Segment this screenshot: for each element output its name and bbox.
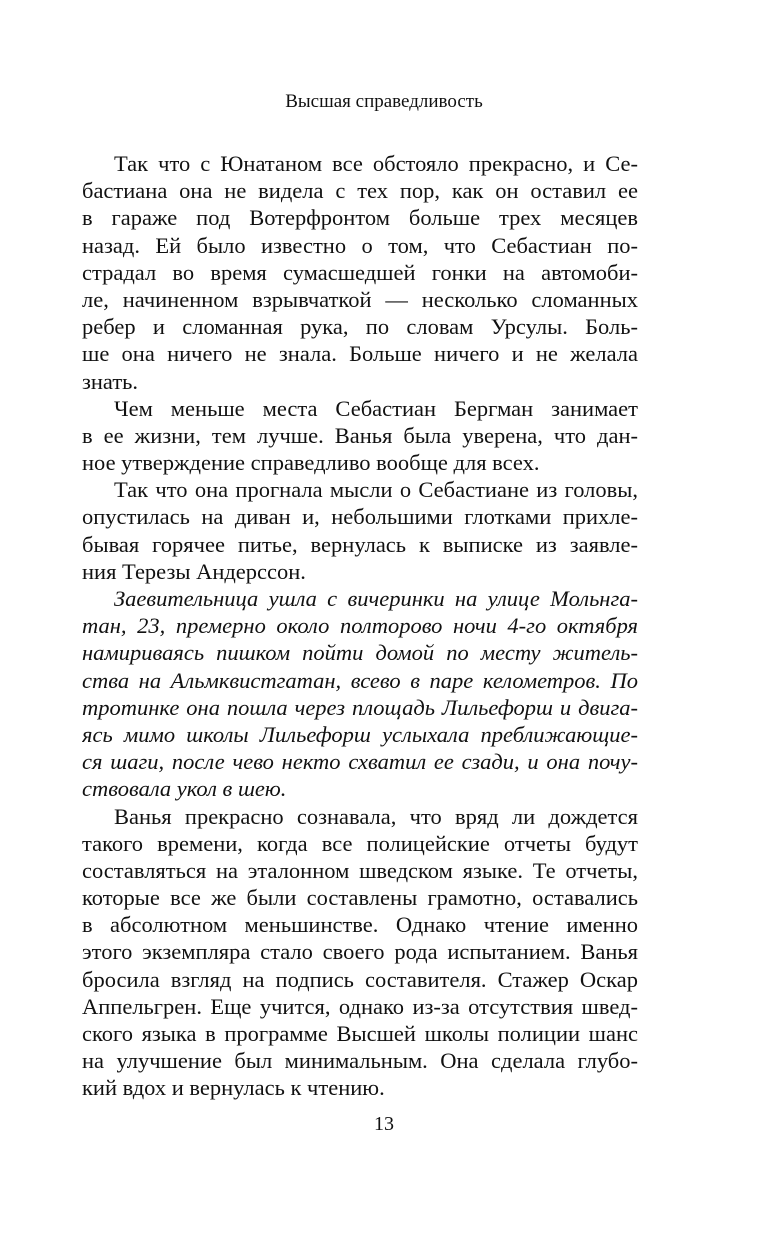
text-line: ясь мимо школы Лильефорш услыхала преближающие-: [82, 721, 638, 747]
text-line: ное утверждение справедливо вообще для всех.: [82, 450, 540, 476]
text-line: бастиана она не видела с тех пор, как он оставил ее: [82, 178, 638, 204]
text-line: в гараже под Вотерфронтом больше трех месяцев: [82, 205, 638, 231]
text-line: этого экземпляра стало своего рода испытанием. Ванья: [82, 939, 638, 965]
text-line: Ванья прекрасно сознавала, что вряд ли дождется: [114, 803, 638, 829]
text-line: бросила взгляд на подпись составителя. Стажер Оскар: [82, 966, 638, 992]
text-line: в абсолютном меньшинстве. Однако чтение именно: [82, 912, 638, 938]
text-line: Так что с Юнатаном все обстояло прекрасно, и Се-: [114, 151, 638, 176]
text-line: страдал во время сумасшедшей гонки на автомоби-: [82, 259, 638, 285]
page-number: 13: [374, 1113, 394, 1135]
text-line: ствовала укол в шею.: [82, 776, 287, 802]
body-text: [82, 150, 638, 1102]
paragraph: [82, 476, 638, 585]
text-line: назад. Ей было известно о том, что Себастиан по-: [82, 232, 638, 258]
text-line: такого времени, когда все полицейские отчеты будут: [82, 830, 638, 856]
text-line: в ее жизни, тем лучше. Ванья была уверена, что дан-: [82, 422, 638, 448]
text-line: опустилась на диван и, небольшими глотками прихле-: [82, 504, 638, 530]
text-line: ся шаги, после чево некто схватил ее сзади, и она почу-: [82, 749, 638, 775]
text-line: намириваясь пишком пойти домой по месту житель-: [82, 640, 638, 666]
text-line: Заевительница ушла с вичеринки на улице Мольнга-: [114, 586, 638, 611]
running-header: Высшая справедливость: [285, 91, 483, 112]
text-line: ребер и сломанная рука, по словам Урсулы. Боль-: [82, 314, 638, 340]
text-line: ства на Альмквистгатан, всево в паре келометров. По: [82, 667, 638, 693]
text-line: ского языка в программе Высшей школы полиции шанс: [82, 1021, 638, 1046]
text-line: которые все же были составлены грамотно, оставались: [82, 885, 638, 911]
text-line: тан, 23, премерно около полтoрово ночи 4-го октября: [82, 613, 638, 639]
paragraph: [82, 803, 638, 1102]
text-line: Так что она прогнала мысли о Себастиане из головы,: [114, 477, 638, 503]
text-line: на улучшение был минимальным. Она сделала глубо-: [82, 1048, 638, 1074]
text-line: ле, начиненном взрывчаткой — несколько сломанных: [82, 286, 638, 312]
text-line: знать.: [82, 368, 139, 394]
text-line: Аппельгрен. Еще учится, однако из-за отсутствия швед-: [82, 993, 638, 1019]
paragraph: [82, 585, 638, 803]
text-line: тротинке она пошла через площадь Лильефорш и двига-: [82, 694, 638, 720]
text-line: ше она ничего не знала. Больше ничего и не желала: [82, 341, 638, 367]
text-line: бывая горячее питье, вернулась к выписке из заявле-: [82, 531, 638, 557]
text-line: ния Терезы Андерссон.: [82, 558, 306, 584]
text-line: составляться на эталонном шведском языке. Те отчеты,: [82, 857, 638, 883]
text-line: Чем меньше места Себастиан Бергман занимает: [114, 395, 638, 421]
paragraph: [82, 150, 638, 395]
paragraph: [82, 395, 638, 477]
text-line: кий вдох и вернулась к чтению.: [82, 1075, 385, 1101]
